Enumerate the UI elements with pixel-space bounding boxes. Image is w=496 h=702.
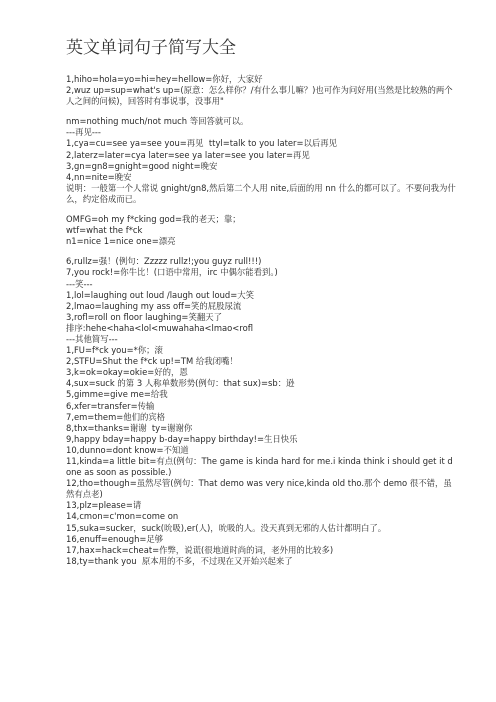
text-line: 排序:hehe<haha<lol<muwahaha<lmao<rofl — [66, 322, 253, 333]
text-line: 1,cya=cu=see ya=see you=再见 ttyl=talk to you later=以后再见 — [66, 138, 337, 149]
text-line: ---再见--- — [66, 127, 101, 138]
text-line: 1,lol=laughing out loud /laugh out loud=大笑 — [66, 289, 254, 300]
text-line: ---笑--- — [66, 278, 93, 289]
text-line: 17,hax=hack=cheat=作弊，说谎(很地道时尚的词，老外用的比较多) — [66, 544, 334, 555]
text-line: 1,hiho=hola=yo=hi=hey=hellow=你好，大家好 — [66, 74, 263, 84]
text-line: 说明：一般第一个人常说 gnight/gn8,然后第二个人用 nite,后面的用 nn 什么的都可以了。不要问我为什么，约定俗成而已。 — [66, 182, 456, 204]
text-line: 8,thx=thanks=谢谢 ty=谢谢你 — [66, 422, 193, 433]
page-title: 英文单词句子简写大全 — [66, 38, 236, 58]
text-line: 3,k=ok=okay=okie=好的，恩 — [66, 367, 188, 378]
text-line: wtf=what the f*ck — [66, 225, 143, 236]
text-line: 9,happy bday=happy b-day=happy birthday!=生日快乐 — [66, 433, 298, 444]
text-line — [66, 205, 456, 214]
text-line: 5,gimme=give me=给我 — [66, 389, 168, 400]
text-line: 7,em=them=他们的宾格 — [66, 411, 166, 422]
text-line: 3,gn=gn8=gnight=good night=晚安 — [66, 160, 218, 171]
text-line: 18,ty=thank you 原本用的不多，不过现在又开始兴起来了 — [66, 555, 293, 566]
text-line — [66, 247, 456, 256]
text-line: 3,rofl=roll on floor laughing=笑翻天了 — [66, 311, 222, 322]
text-line: 15,suka=sucker，suck(吮吸),er(人)，吮吸的人。没天真到无邪的人估计都明白了。 — [66, 522, 387, 533]
text-line: 2,lmao=laughing my ass off=笑的屁股尿流 — [66, 300, 242, 311]
text-line: 2,STFU=Shut the f*ck up!=TM 给我闭嘴！ — [66, 356, 238, 367]
text-line: 4,sux=suck 的第 3 人称单数形势(例句：that sux)=sb：逊 — [66, 378, 295, 389]
text-line: 2,laterz=later=cya later=see ya later=see you later=再见 — [66, 149, 310, 160]
text-line: 1,FU=f*ck you=*你；滚 — [66, 345, 163, 356]
text-line: 7,you rock!=你牛比！(口语中常用，irc 中偶尔能看到。) — [66, 267, 278, 278]
text-line: OMFG=oh my f*cking god=我的老天；靠； — [66, 214, 241, 225]
text-line: n1=nice 1=nice one=漂亮 — [66, 236, 176, 247]
text-line: 6,rullz=强！(例句：Zzzzz rullz!;you guyz rull!!!) — [66, 256, 262, 267]
text-line: ---其他简写--- — [66, 333, 118, 344]
text-line: 16,enuff=enough=足够 — [66, 533, 164, 544]
text-line: 11,kinda=a little bit=有点(例句：The game is kinda hard for me.i kinda think i should get it done as soon as possible.) — [66, 456, 453, 478]
text-line: 2,wuz up=sup=what's up=(原意：怎么样你？/有什么事儿嘛？)也可作为问好用(当然是比较熟的两个人之间的问候)，回答时有事说事，没事用" — [66, 85, 453, 107]
text-line: 13,plz=please=请 — [66, 500, 142, 511]
document-body — [66, 74, 456, 567]
text-line: 6,xfer=transfer=传输 — [66, 400, 155, 411]
text-line: 12,tho=though=虽然尽管(例句：That demo was very nice,kinda old tho.那个 demo 很不错，虽然有点老) — [66, 478, 452, 500]
text-line: 4,nn=nite=晚安 — [66, 171, 132, 182]
text-line: nm=nothing much/not much 等回答就可以。 — [66, 116, 249, 127]
text-line: 10,dunno=dont know=不知道 — [66, 444, 189, 455]
text-line — [66, 107, 456, 116]
text-line: 14,cmon=c'mon=come on — [66, 511, 179, 522]
